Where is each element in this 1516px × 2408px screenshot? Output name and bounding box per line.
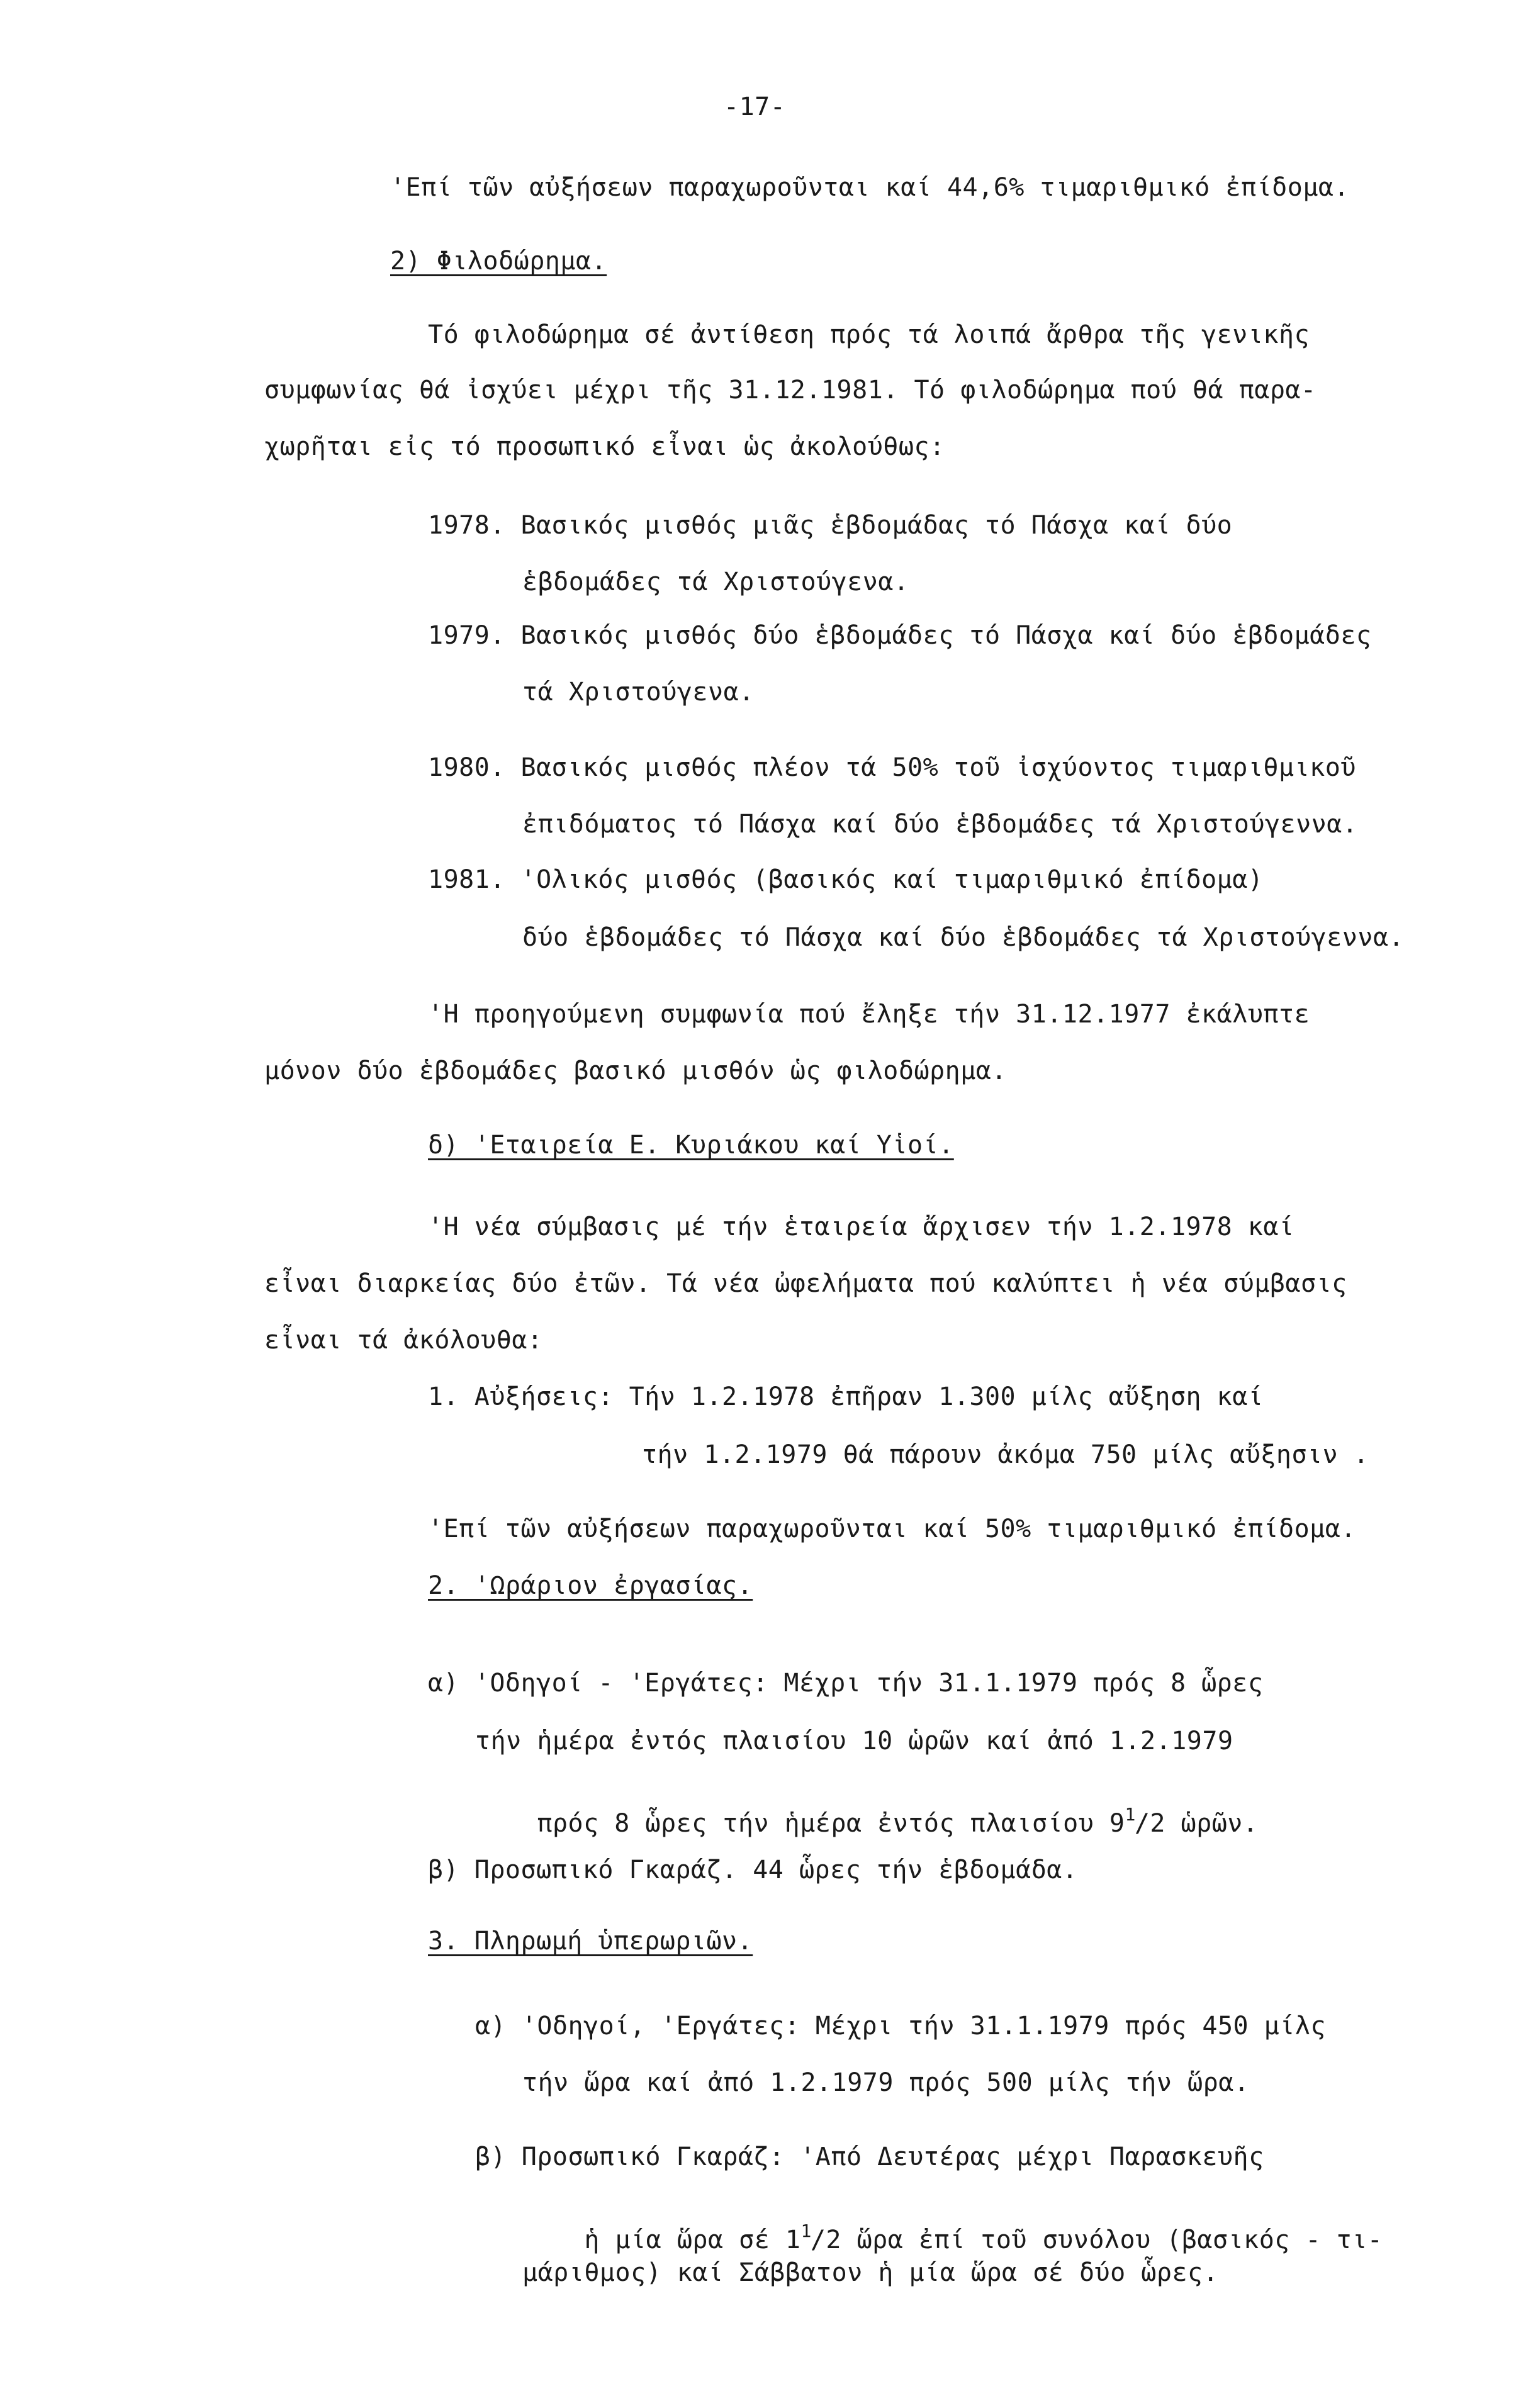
text-line: εἶναι τά ἀκόλουθα: <box>264 1326 543 1355</box>
section-heading: δ) 'Εταιρεία Ε. Κυριάκου καί Υἱοί. <box>428 1131 954 1160</box>
section-heading: 2. 'Ωράριον ἐργασίας. <box>428 1571 753 1600</box>
text-line <box>475 1786 1258 1861</box>
fraction-numerator: 1 <box>1125 1804 1136 1825</box>
text-line: χωρῆται εἰς τό προσωπικό εἶναι ὡς ἀκολούθως: <box>264 432 945 461</box>
text-line: 'Επί τῶν αὐξήσεων παραχωροῦνται καί 44,6% τιμαριθμικό ἐπίδομα. <box>390 173 1350 202</box>
text-line: ἐπιδόματος τό Πάσχα καί δύο ἑβδομάδες τά Χριστούγεννα. <box>522 810 1358 839</box>
text-segment: πρός 8 ὧρες τήν ἡμέρα ἐντός πλαισίου 9 <box>537 1809 1125 1838</box>
text-line: μόνον δύο ἑβδομάδες βασικό μισθόν ὡς φιλοδώρημα. <box>264 1056 1007 1085</box>
text-segment: ἡ μία ὥρα σέ 1 <box>584 2226 801 2254</box>
text-line: ἑβδομάδες τά Χριστούγενα. <box>522 568 909 596</box>
text-line: δύο ἑβδομάδες τό Πάσχα καί δύο ἑβδομάδες τά Χριστούγεννα. <box>522 923 1405 952</box>
fraction-rest: /2 ὥρα ἐπί τοῦ συνόλου (βασικός - τι- <box>810 2226 1383 2254</box>
text-line: εἶναι διαρκείας δύο ἐτῶν. Τά νέα ὠφελήματα πού καλύπτει ἡ νέα σύμβασις <box>264 1269 1347 1298</box>
text-line: μάριθμος) καί Σάββατον ἡ μία ὥρα σέ δύο ὧρες. <box>522 2258 1219 2287</box>
section-heading: 3. Πληρωμή ὑπερωριῶν. <box>428 1927 753 1956</box>
list-item: β) Προσωπικό Γκαράζ: 'Από Δευτέρας μέχρι Παρασκευῆς <box>475 2142 1264 2171</box>
text-line: 'Η νέα σύμβασις μέ τήν ἑταιρεία ἄρχισεν τήν 1.2.1978 καί <box>428 1212 1294 1241</box>
section-heading: 2) Φιλοδώρημα. <box>390 247 607 276</box>
text-line: 'Επί τῶν αὐξήσεων παραχωροῦνται καί 50% τιμαριθμικό ἐπίδομα. <box>428 1515 1356 1543</box>
text-line: 'Η προηγούμενη συμφωνία πού ἔληξε τήν 31.12.1977 ἐκάλυπτε <box>428 1000 1310 1029</box>
fraction-numerator: 1 <box>800 2220 812 2241</box>
text-line: Τό φιλοδώρημα σέ ἀντίθεση πρός τά λοιπά ἄρθρα τῆς γενικῆς <box>428 320 1310 349</box>
list-item: 1978. Βασικός μισθός μιᾶς ἑβδομάδας τό Πάσχα καί δύο <box>428 511 1233 540</box>
text-line: τήν ἡμέρα ἐντός πλαισίου 10 ὡρῶν καί ἀπό 1.2.1979 <box>475 1727 1233 1756</box>
list-item: 1980. Βασικός μισθός πλέον τά 50% τοῦ ἰσχύοντος τιμαριθμικοῦ <box>428 753 1356 782</box>
page-number: -17- <box>724 92 786 121</box>
text-line: τά Χριστούγενα. <box>522 678 755 707</box>
text-line: τήν ὥρα καί ἀπό 1.2.1979 πρός 500 μίλς τήν ὥρα. <box>522 2068 1250 2097</box>
list-item: β) Προσωπικό Γκαράζ. 44 ὧρες τήν ἑβδομάδα. <box>428 1856 1078 1884</box>
list-item: α) 'Οδηγοί, 'Εργάτες: Μέχρι τήν 31.1.1979 πρός 450 μίλς <box>475 2012 1327 2041</box>
list-item: α) 'Οδηγοί - 'Εργάτες: Μέχρι τήν 31.1.1979 πρός 8 ὧρες <box>428 1669 1264 1698</box>
fraction-rest: /2 ὡρῶν. <box>1134 1809 1259 1838</box>
list-item: 1979. Βασικός μισθός δύο ἑβδομάδες τό Πάσχα καί δύο ἑβδομάδες <box>428 621 1372 650</box>
list-item: 1. Αὐξήσεις: Τήν 1.2.1978 ἐπῆραν 1.300 μίλς αὔξηση καί <box>428 1382 1264 1411</box>
text-line: τήν 1.2.1979 θά πάρουν ἀκόμα 750 μίλς αὔξησιν . <box>642 1440 1369 1469</box>
list-item: 1981. 'Ολικός μισθός (βασικός καί τιμαριθμικό ἐπίδομα) <box>428 865 1264 894</box>
text-line: συμφωνίας θά ἰσχύει μέχρι τῆς 31.12.1981. Τό φιλοδώρημα πού θά παρα- <box>264 376 1317 405</box>
